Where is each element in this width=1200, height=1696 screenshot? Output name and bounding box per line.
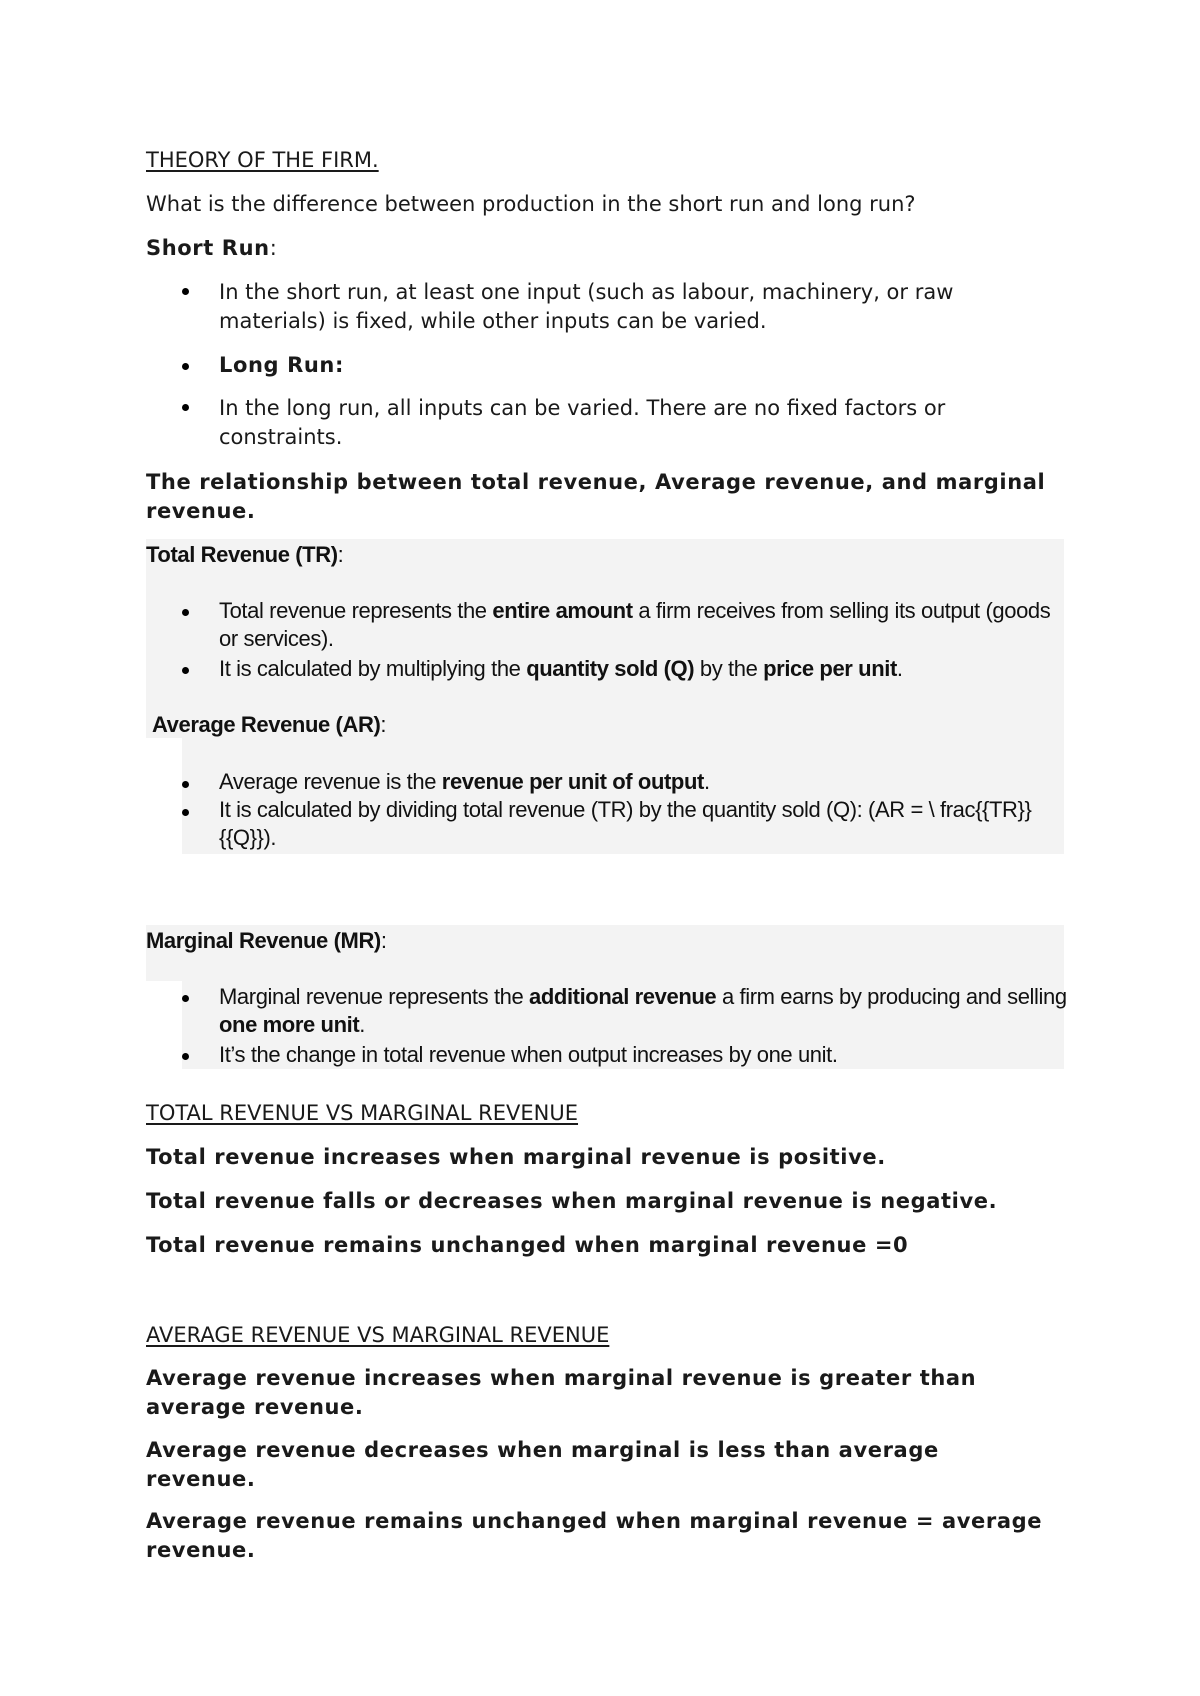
mr-heading-colon: : — [380, 928, 387, 953]
tr-heading-colon: : — [337, 542, 344, 567]
mr-heading-label: Marginal Revenue (MR) — [146, 928, 381, 953]
tr-b2-post: . — [896, 656, 903, 681]
mr-b1-post: . — [359, 1012, 365, 1037]
tr-heading — [146, 541, 343, 569]
tr-bullet-1 — [219, 597, 1069, 653]
long-run-heading: Long Run: — [219, 353, 344, 377]
bullet-icon — [182, 288, 189, 295]
ar-b1-post: . — [703, 769, 710, 794]
tr-vs-mr-statement-3: Total revenue remains unchanged when marginal revenue =0 — [146, 1233, 909, 1257]
ar-bullet-1 — [219, 768, 1069, 797]
relationship-heading: The relationship between total revenue, Average revenue, and marginal revenue. — [146, 470, 1046, 523]
mr-b1-bold: additional revenue — [529, 984, 717, 1009]
tr-heading-label: Total Revenue (TR) — [146, 542, 338, 567]
bullet-icon — [182, 363, 189, 370]
ar-b1-pre: Average revenue is the — [219, 769, 442, 794]
short-run-heading — [146, 234, 277, 262]
mr-b1-bold2: one more unit — [219, 1012, 360, 1037]
ar-bullet-2: It is calculated by dividing total revenue (TR) by the quantity sold (Q): (AR = \ frac{{TR}} {{Q}}). — [219, 797, 1032, 850]
tr-b1-pre: Total revenue represents the — [219, 598, 493, 623]
mr-b1-pre: Marginal revenue represents the — [219, 984, 530, 1009]
bullet-icon — [182, 609, 189, 616]
long-run-bullet: In the long run, all inputs can be varied. There are no fixed factors or constraints. — [219, 396, 946, 449]
ar-vs-mr-heading: AVERAGE REVENUE VS MARGINAL REVENUE — [146, 1323, 610, 1347]
tr-b2-bold1: quantity sold (Q) — [526, 656, 695, 681]
question-text: What is the difference between production in the short run and long run? — [146, 192, 916, 216]
bullet-icon — [182, 781, 189, 788]
tr-vs-mr-heading: TOTAL REVENUE VS MARGINAL REVENUE — [146, 1101, 579, 1125]
ar-b1-bold: revenue per unit of output — [441, 769, 704, 794]
bullet-icon — [182, 995, 189, 1002]
tr-vs-mr-statement-2: Total revenue falls or decreases when marginal revenue is negative. — [146, 1189, 998, 1213]
ar-vs-mr-statement-2: Average revenue decreases when marginal is less than average revenue. — [146, 1438, 939, 1491]
tr-bullet-2 — [219, 655, 1069, 684]
ar-heading-label: Average Revenue (AR) — [152, 712, 381, 737]
tr-b2-pre: It is calculated by multiplying the — [219, 656, 527, 681]
mr-bullet-1 — [219, 983, 1069, 1039]
bullet-icon — [182, 404, 189, 411]
ar-heading — [152, 711, 386, 739]
mr-b1-mid: a firm earns by producing and selling — [716, 984, 1067, 1009]
document-title: THEORY OF THE FIRM. — [146, 148, 379, 172]
short-run-heading-label: Short Run — [146, 236, 270, 260]
mr-bullet-2: It’s the change in total revenue when output increases by one unit. — [219, 1042, 838, 1067]
bullet-icon — [182, 667, 189, 674]
bullet-icon — [182, 1053, 189, 1060]
short-run-bullet: In the short run, at least one input (such as labour, machinery, or raw materials) is fixed, while other inputs can be varied. — [219, 280, 954, 333]
mr-heading — [146, 927, 387, 955]
tr-b2-bold2: price per unit — [763, 656, 897, 681]
ar-vs-mr-statement-1: Average revenue increases when marginal revenue is greater than average revenue. — [146, 1366, 977, 1419]
tr-b1-bold: entire amount — [492, 598, 633, 623]
ar-heading-colon: : — [380, 712, 387, 737]
ar-vs-mr-statement-3: Average revenue remains unchanged when marginal revenue = average revenue. — [146, 1509, 1043, 1562]
short-run-heading-colon: : — [269, 236, 277, 260]
tr-b2-mid: by the — [694, 656, 764, 681]
tr-b1-post: a firm receives from selling its output (goods or services). — [219, 598, 1051, 651]
tr-vs-mr-statement-1: Total revenue increases when marginal revenue is positive. — [146, 1145, 886, 1169]
bullet-icon — [182, 809, 189, 816]
